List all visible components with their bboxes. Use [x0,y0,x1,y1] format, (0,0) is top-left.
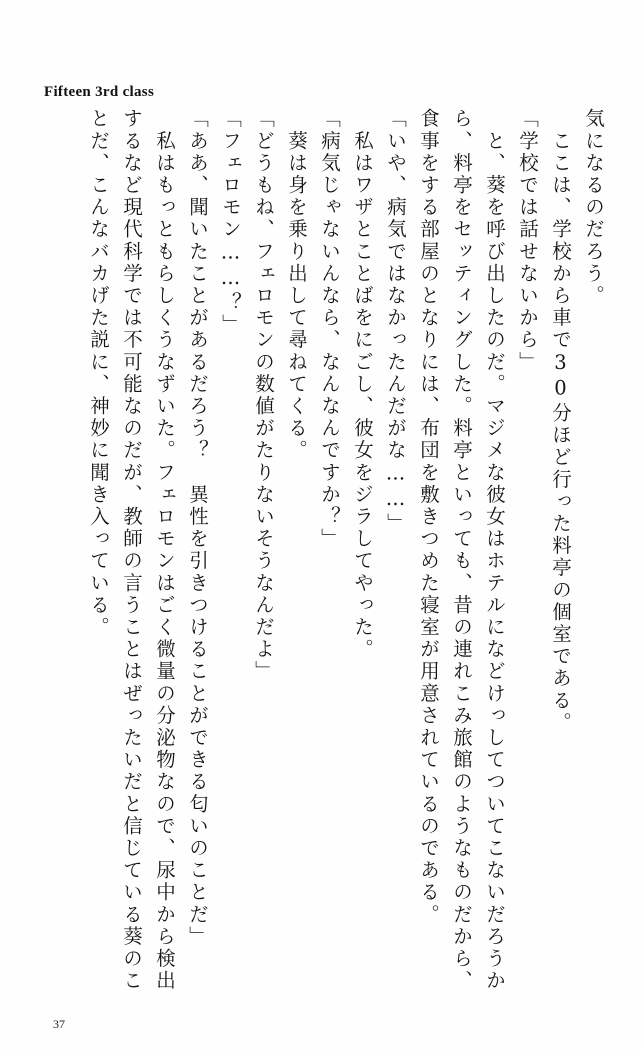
text-line: とだ、こんなバカげた説に、神妙に聞き入っている。 [87,108,110,639]
text-line: するなど現代科学では不可能なのだが、教師の言うことはぜったいだと信じている葵のこ [120,108,143,992]
text-line: ら、料亭をセッティングした。料亭といっても、昔の連れこみ旅館のようなものだから、 [450,108,473,992]
text-line: 私はワザとことばをにごし、彼女をジラしてやった。 [351,108,374,661]
page-number: 37 [53,1017,65,1031]
text-line: 「いや、病気ではなかったんだがな……」 [384,108,407,535]
text-line: 「ああ、聞いたことがあるだろう？ 異性を引きつけることができる匂いのことだ」 [186,108,209,948]
text-line: 食事をする部屋のとなりには、布団を敷きつめた寝室が用意されているのである。 [417,108,440,926]
text-line: 葵は身を乗り出して尋ねてくる。 [285,108,308,462]
running-head: Fifteen 3rd class [44,84,155,100]
text-line: 「病気じゃないんなら、なんなんですか？」 [318,108,341,550]
vertical-text-body [40,108,605,992]
text-line: 「フェロモン……？」 [219,108,242,336]
text-line: 私はもっともらしくうなずいた。フェロモンはごく微量の分泌物なので、尿中から検出 [153,108,176,992]
text-line: 気になるのだろう。 [582,108,605,307]
text-line: と、葵を呼び出したのだ。マジメな彼女はホテルになどけっしてついてこないだろうか [483,108,506,992]
text-line: 「どうもね、フェロモンの数値がたりないそうなんだよ」 [252,108,275,683]
text-line: 「学校では話せないから」 [516,108,539,374]
text-line: ここは、学校から車で30分ほど行った料亭の個室である。 [549,108,572,734]
